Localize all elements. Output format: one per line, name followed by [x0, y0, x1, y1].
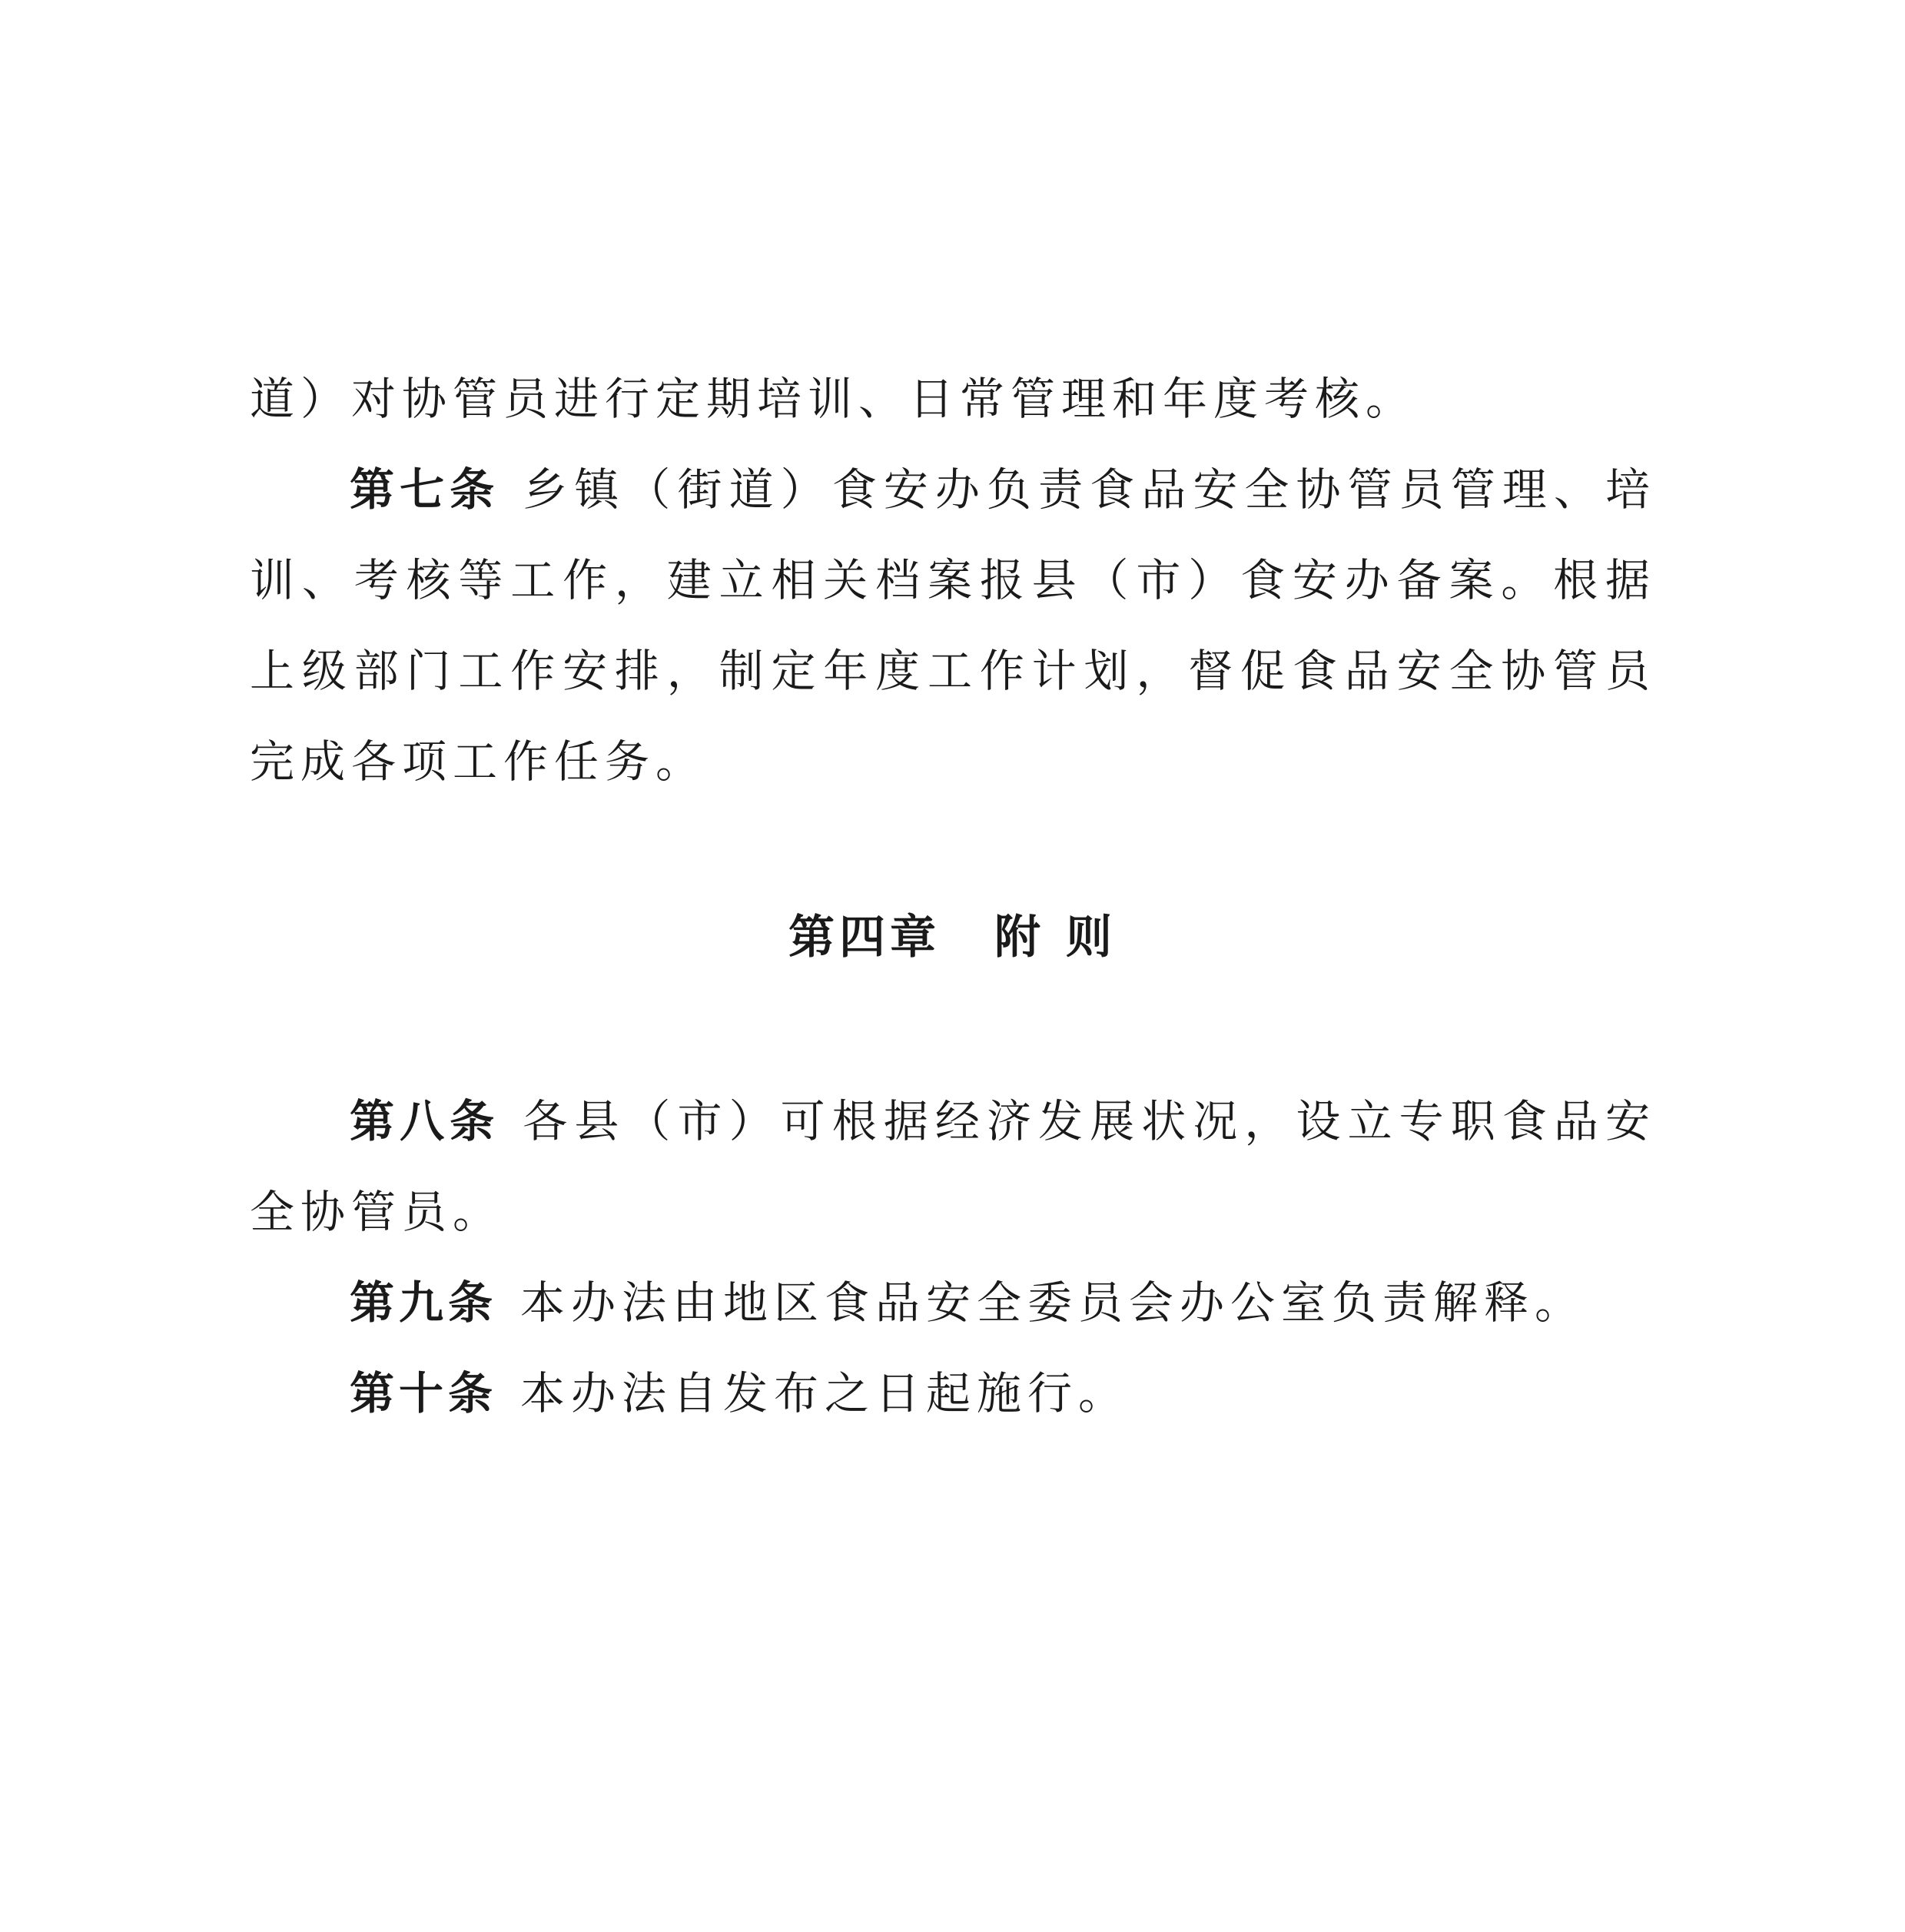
- text-block-lower: [250, 1076, 1656, 1439]
- article-8-label: 第八条: [350, 1095, 500, 1147]
- continuation-paragraph: 道）对协管员进行定期培训、日常管理和年度考核。: [250, 373, 1417, 425]
- article-7-paragraph: [250, 444, 1656, 807]
- article-9-paragraph: [250, 1257, 1656, 1348]
- text-block-upper: [250, 354, 1656, 807]
- article-9-text: 本办法由地区食品安全委员会办公室负责解释。: [520, 1276, 1586, 1329]
- article-7-text: 乡镇（街道）食安办负责食品安全协管员管理、培训、考核等工作，建立相关档案报县（市）食安办备案。根据上级部门工作安排，制定年度工作计划，督促食品安全协管员完成各项工作任务。: [250, 463, 1656, 788]
- article-8-text: 各县（市）可根据经济发展状况，设立专职食品安全协管员。: [250, 1095, 1656, 1238]
- article-10-label: 第十条: [350, 1367, 498, 1419]
- article-10-text: 本办法自发布之日起施行。: [520, 1367, 1130, 1419]
- article-8-paragraph: [250, 1076, 1656, 1257]
- chapter-heading: [0, 899, 1905, 976]
- chapter-title: 附 则: [994, 911, 1117, 964]
- article-10-paragraph: [250, 1348, 1656, 1439]
- article-7-label: 第七条: [350, 463, 500, 516]
- chapter-number: 第四章: [788, 911, 941, 964]
- article-9-label: 第九条: [350, 1276, 498, 1329]
